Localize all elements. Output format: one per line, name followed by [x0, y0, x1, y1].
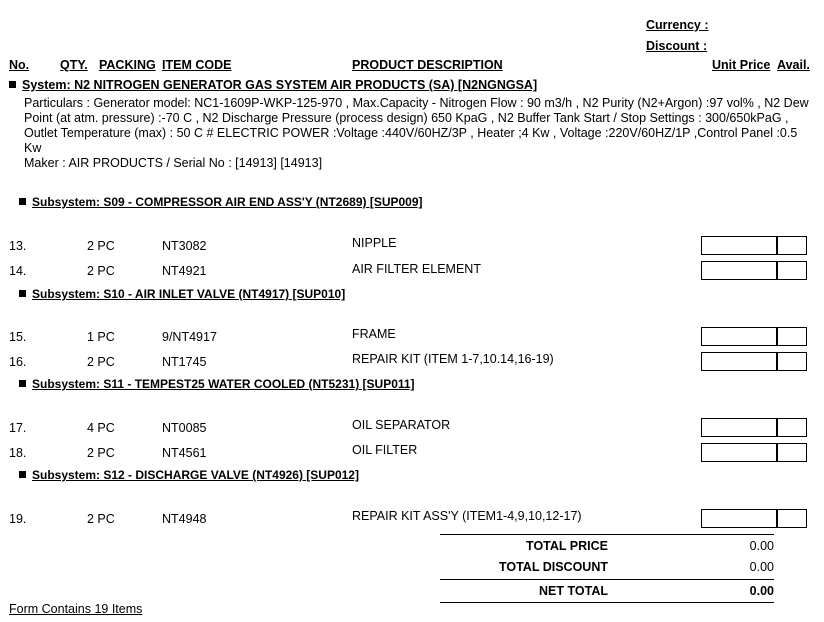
item-description: OIL FILTER [352, 443, 418, 457]
item-no: 19. [9, 512, 27, 526]
col-packing: PACKING [99, 58, 156, 72]
item-qty: 2 PC [87, 239, 115, 253]
discount-label: Discount : [646, 39, 708, 53]
totals-top-divider [440, 534, 774, 535]
item-description: NIPPLE [352, 236, 397, 250]
item-qty: 2 PC [87, 355, 115, 369]
bullet-square-icon [9, 81, 16, 88]
unit-price-input[interactable] [701, 327, 777, 346]
total-price-label: TOTAL PRICE [526, 539, 608, 553]
col-qty: QTY. [60, 58, 88, 72]
item-code: NT4561 [162, 446, 207, 460]
item-code: NT4921 [162, 264, 207, 278]
item-qty: 2 PC [87, 512, 115, 526]
total-price-value: 0.00 [749, 539, 774, 553]
system-title-text: System: N2 NITROGEN GENERATOR GAS SYSTEM AIR PRODUCTS (SA) [N2NGNGSA] [22, 78, 538, 92]
item-description: FRAME [352, 327, 396, 341]
unit-price-input[interactable] [701, 443, 777, 462]
form-items-count: Form Contains 19 Items [9, 602, 143, 616]
item-no: 18. [9, 446, 27, 460]
item-code: 9/NT4917 [162, 330, 217, 344]
totals-bottom-divider [440, 602, 774, 603]
bullet-square-icon [19, 380, 26, 387]
unit-price-input[interactable] [701, 418, 777, 437]
unit-price-input[interactable] [701, 236, 777, 255]
bullet-square-icon [19, 198, 26, 205]
system-particulars: Particulars : Generator model: NC1-1609P-WKP-125-970 , Max.Capacity - Nitrogen Flow : 90 m3/h , N2 Purity (N2+Argon) :97 vol% , N2 Dew Point (at atm. pressure) :-70 C , N2 Discharge Pressure (process design) 650 KpaG , N2 Buffer Tank Start / Stop Settings : 300/650kPaG , Outlet Temperature (max) : 50 C # ELECTRIC POWER :Voltage :440V/60HZ/3P , Heater ;4 Kw , Voltage :220V/60HZ/1P ,Control Panel :0.5 Kw [24, 96, 809, 155]
totals-mid-divider [440, 579, 774, 580]
avail-input[interactable] [777, 509, 807, 528]
item-code: NT1745 [162, 355, 207, 369]
col-item-code: ITEM CODE [162, 58, 232, 72]
subsystem-title-text: Subsystem: S10 - AIR INLET VALVE (NT4917) [SUP010] [32, 287, 346, 301]
item-qty: 1 PC [87, 330, 115, 344]
unit-price-input[interactable] [701, 261, 777, 280]
total-discount-label: TOTAL DISCOUNT [498, 560, 608, 574]
item-no: 13. [9, 239, 27, 253]
item-no: 17. [9, 421, 27, 435]
system-maker: Maker : AIR PRODUCTS / Serial No : [14913] [14913] [24, 156, 323, 170]
item-description: REPAIR KIT (ITEM 1-7,10.14,16-19) [352, 352, 554, 366]
item-description: REPAIR KIT ASS'Y (ITEM1-4,9,10,12-17) [352, 509, 582, 523]
subsystem-title-text: Subsystem: S11 - TEMPEST25 WATER COOLED (NT5231) [SUP011] [32, 377, 415, 391]
col-unit-price: Unit Price [712, 58, 771, 72]
avail-input[interactable] [777, 236, 807, 255]
col-no: No. [9, 58, 30, 72]
item-qty: 4 PC [87, 421, 115, 435]
unit-price-input[interactable] [701, 509, 777, 528]
currency-label: Currency : [646, 18, 709, 32]
avail-input[interactable] [777, 327, 807, 346]
system-title [9, 78, 537, 92]
avail-input[interactable] [777, 261, 807, 280]
item-code: NT4948 [162, 512, 207, 526]
item-code: NT3082 [162, 239, 207, 253]
subsystem-title [19, 377, 415, 391]
avail-input[interactable] [777, 443, 807, 462]
item-code: NT0085 [162, 421, 207, 435]
avail-input[interactable] [777, 352, 807, 371]
unit-price-input[interactable] [701, 352, 777, 371]
subsystem-title [19, 468, 359, 482]
avail-input[interactable] [777, 418, 807, 437]
bullet-square-icon [19, 471, 26, 478]
col-avail: Avail. [777, 58, 810, 72]
item-no: 14. [9, 264, 27, 278]
col-product-description: PRODUCT DESCRIPTION [352, 58, 503, 72]
subsystem-title-text: Subsystem: S09 - COMPRESSOR AIR END ASS'Y (NT2689) [SUP009] [32, 195, 423, 209]
item-no: 16. [9, 355, 27, 369]
item-qty: 2 PC [87, 446, 115, 460]
total-discount-value: 0.00 [749, 560, 774, 574]
item-description: AIR FILTER ELEMENT [352, 262, 481, 276]
item-description: OIL SEPARATOR [352, 418, 451, 432]
net-total-label: NET TOTAL [539, 584, 608, 598]
net-total-value: 0.00 [749, 584, 774, 598]
bullet-square-icon [19, 290, 26, 297]
subsystem-title [19, 195, 423, 209]
subsystem-title [19, 287, 345, 301]
item-no: 15. [9, 330, 27, 344]
item-qty: 2 PC [87, 264, 115, 278]
subsystem-title-text: Subsystem: S12 - DISCHARGE VALVE (NT4926) [SUP012] [32, 468, 359, 482]
